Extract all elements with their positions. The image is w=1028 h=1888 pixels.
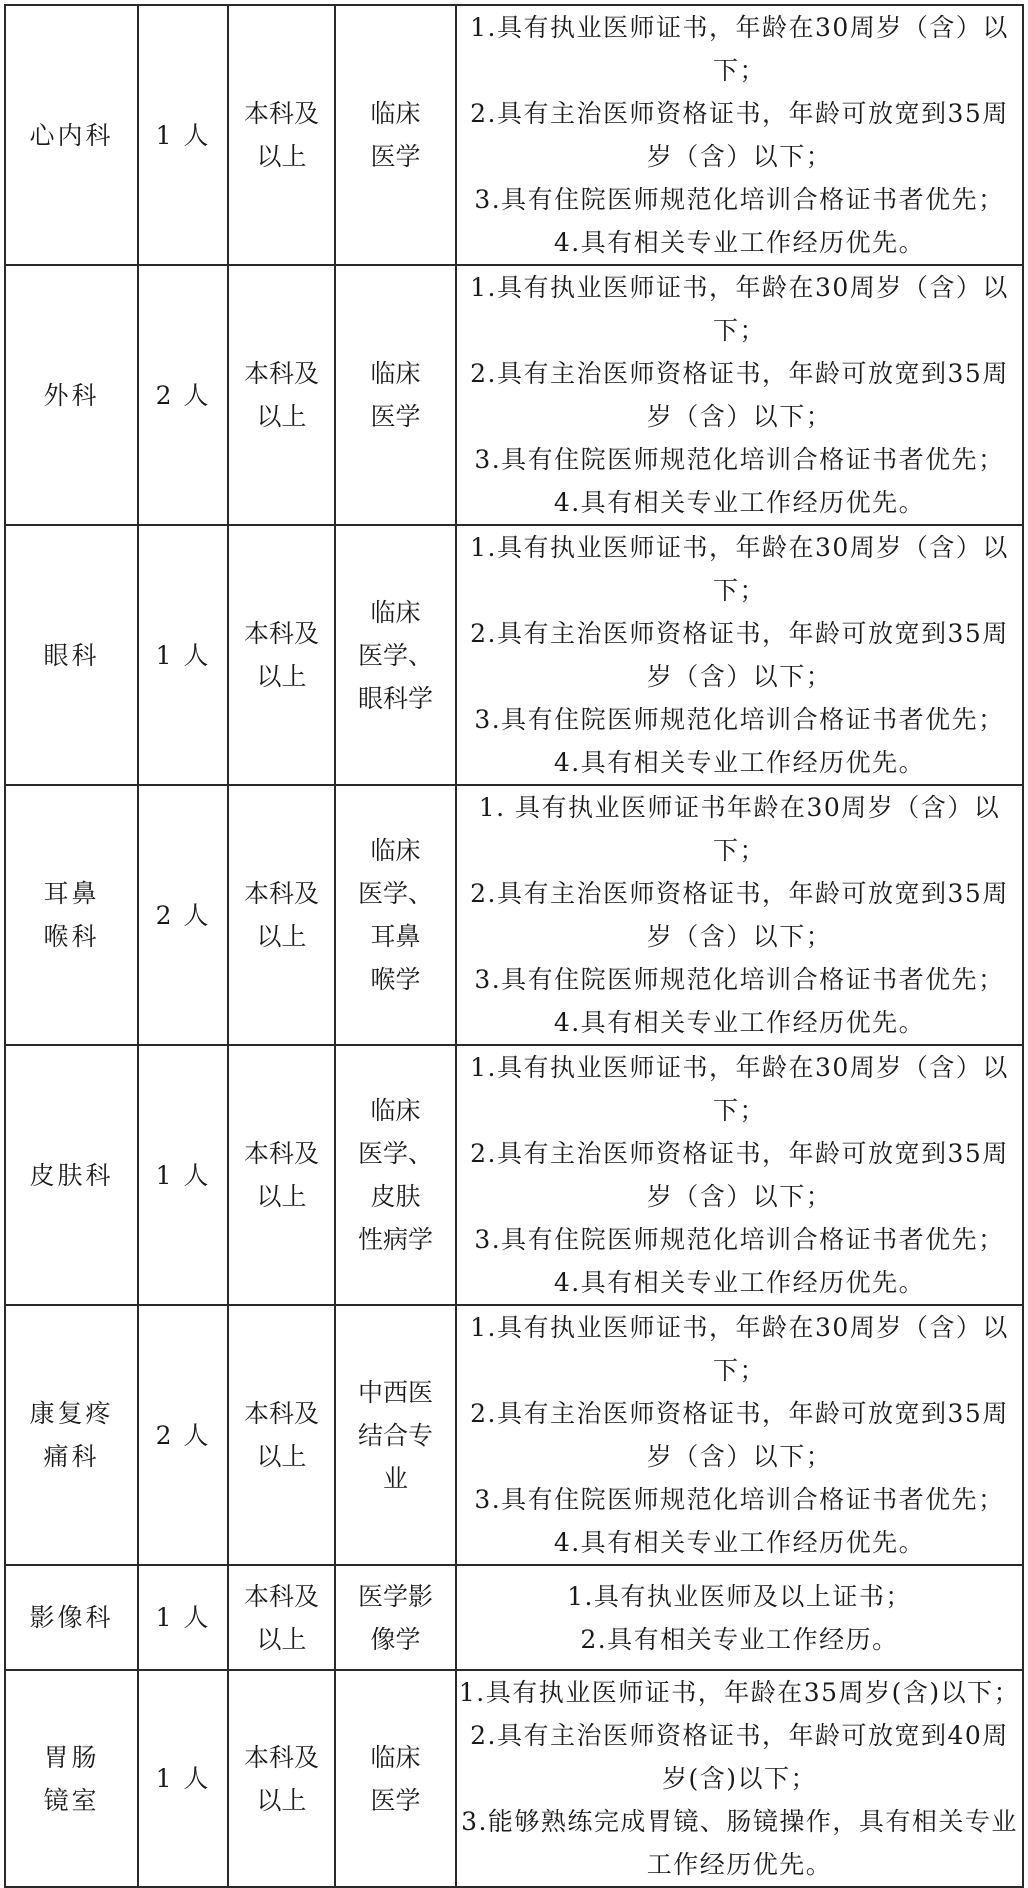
major-cell-line: 中西医 <box>357 1377 433 1407</box>
major-cell-line: 医学 <box>370 142 421 171</box>
department-cell-line: 痛科 <box>43 1442 100 1471</box>
requirements-cell <box>456 265 1023 525</box>
education-cell <box>228 1670 335 1887</box>
headcount-cell: 1 人 <box>138 1045 228 1305</box>
requirement-line: 岁(含)以下； <box>661 1764 817 1793</box>
major-cell-line: 性病学 <box>357 1225 433 1254</box>
table-row <box>5 1045 1023 1305</box>
major-cell-line: 临床 <box>370 99 421 128</box>
department-cell <box>5 265 138 525</box>
major-cell-line: 临床 <box>370 1742 421 1772</box>
requirement-line: 4.具有相关专业工作经历优先。 <box>553 1008 926 1037</box>
requirement-line: 3.具有住院医师规范化培训合格证书者优先； <box>474 705 1005 734</box>
department-cell <box>5 525 138 785</box>
requirement-line: 2.具有主治医师资格证书，年龄可放宽到35周 <box>470 359 1009 388</box>
education-cell-line: 本科及 <box>243 879 319 908</box>
table-row <box>5 1305 1023 1565</box>
department-cell-line: 康复疼 <box>29 1399 114 1428</box>
table-row <box>5 265 1023 525</box>
requirement-line: 下； <box>712 56 766 85</box>
major-cell-line: 医学影 <box>357 1581 433 1611</box>
major-cell <box>335 1305 456 1565</box>
requirement-line: 岁（含）以下； <box>646 1442 833 1471</box>
major-cell-line: 临床 <box>370 836 421 865</box>
major-cell-line: 耳鼻 <box>370 922 421 951</box>
requirement-line: 岁（含）以下； <box>646 402 833 431</box>
department-cell-line: 心内科 <box>29 120 114 150</box>
department-cell-line: 镜室 <box>43 1785 100 1815</box>
requirement-line: 2.具有相关专业工作经历。 <box>580 1624 899 1654</box>
major-cell <box>335 265 456 525</box>
major-cell <box>335 5 456 265</box>
education-cell-line: 以上 <box>256 402 307 431</box>
requirement-line: 3.具有住院医师规范化培训合格证书者优先； <box>474 1225 1005 1254</box>
requirement-line: 2.具有主治医师资格证书，年龄可放宽到40周 <box>470 1721 1009 1750</box>
education-cell-line: 以上 <box>256 142 307 171</box>
department-cell-line: 影像科 <box>29 1603 114 1632</box>
requirement-line: 2.具有主治医师资格证书，年龄可放宽到35周 <box>470 99 1009 128</box>
requirements-cell <box>456 525 1023 785</box>
education-cell <box>228 265 335 525</box>
requirement-line: 3.具有住院医师规范化培训合格证书者优先； <box>474 1485 1005 1514</box>
education-cell-line: 本科及 <box>243 359 319 388</box>
requirements-cell <box>456 1565 1023 1670</box>
requirement-line: 4.具有相关专业工作经历优先。 <box>553 228 926 257</box>
requirement-line: 1. 具有执业医师证书年龄在30周岁（含）以下； <box>478 793 1001 865</box>
major-cell <box>335 1565 456 1670</box>
education-cell-line: 本科及 <box>243 1399 319 1428</box>
table-row <box>5 1565 1023 1670</box>
requirement-line: 下； <box>712 1356 766 1385</box>
education-cell-line: 以上 <box>256 662 307 691</box>
requirement-line: 1.具有执业医师及以上证书； <box>567 1581 912 1611</box>
recruitment-table <box>4 4 1024 1888</box>
department-cell <box>5 1305 138 1565</box>
education-cell-line: 以上 <box>256 1785 307 1815</box>
requirement-line: 下； <box>712 576 766 605</box>
headcount-cell: 1 人 <box>138 5 228 265</box>
major-cell-line: 临床 <box>370 359 421 388</box>
headcount-cell: 1 人 <box>138 1565 228 1670</box>
requirement-line: 2.具有主治医师资格证书，年龄可放宽到35周 <box>470 879 1009 908</box>
headcount-cell: 2 人 <box>138 785 228 1045</box>
department-cell-line: 喉科 <box>43 922 100 951</box>
table-row <box>5 525 1023 785</box>
requirement-line: 4.具有相关专业工作经历优先。 <box>553 1268 926 1297</box>
requirement-line: 3.具有住院医师规范化培训合格证书者优先； <box>474 185 1005 214</box>
major-cell-line: 皮肤 <box>370 1182 421 1211</box>
requirement-line: 4.具有相关专业工作经历优先。 <box>553 488 926 517</box>
major-cell-line: 像学 <box>370 1624 421 1654</box>
major-cell <box>335 1045 456 1305</box>
requirement-line: 下； <box>712 316 766 345</box>
department-cell <box>5 1670 138 1887</box>
requirement-line: 1.具有执业医师证书，年龄在30周岁（含）以 <box>470 13 1009 42</box>
major-cell-line: 医学、 <box>357 640 433 670</box>
department-cell <box>5 785 138 1045</box>
requirement-line: 岁（含）以下； <box>646 1182 833 1211</box>
education-cell-line: 本科及 <box>243 619 319 648</box>
education-cell-line: 本科及 <box>243 99 319 128</box>
requirement-line: 2.具有主治医师资格证书，年龄可放宽到35周 <box>470 1399 1009 1428</box>
requirement-line: 下； <box>712 1096 766 1125</box>
major-cell-line: 医学、 <box>357 1139 433 1168</box>
requirement-line: 2.具有主治医师资格证书，年龄可放宽到35周 <box>470 619 1009 648</box>
headcount-cell: 1 人 <box>138 1670 228 1887</box>
department-cell-line: 眼科 <box>43 640 100 670</box>
education-cell-line: 以上 <box>256 1182 307 1211</box>
requirement-line: 3.能够熟练完成胃镜、肠镜操作，具有相关专业 <box>461 1807 1018 1836</box>
major-cell-line: 医学、 <box>357 879 433 908</box>
education-cell <box>228 525 335 785</box>
headcount-cell: 2 人 <box>138 1305 228 1565</box>
requirement-line: 1.具有执业医师证书，年龄在30周岁（含）以 <box>470 1313 1009 1342</box>
education-cell <box>228 5 335 265</box>
requirement-line: 岁（含）以下； <box>646 922 833 951</box>
requirements-cell <box>456 5 1023 265</box>
education-cell-line: 本科及 <box>243 1581 319 1611</box>
major-cell-line: 临床 <box>370 597 421 627</box>
requirements-cell <box>456 785 1023 1045</box>
requirement-line: 1.具有执业医师证书，年龄在30周岁（含）以 <box>470 1053 1009 1082</box>
department-cell <box>5 1565 138 1670</box>
recruitment-table-body <box>5 5 1023 1887</box>
education-cell-line: 本科及 <box>243 1742 319 1772</box>
department-cell-line: 胃肠 <box>43 1742 100 1772</box>
major-cell-line: 临床 <box>370 1096 421 1125</box>
major-cell-line: 医学 <box>370 1785 421 1815</box>
requirements-cell <box>456 1305 1023 1565</box>
requirement-line: 岁（含）以下； <box>646 142 833 171</box>
education-cell <box>228 1565 335 1670</box>
department-cell-line: 外科 <box>43 380 100 410</box>
requirement-line: 4.具有相关专业工作经历优先。 <box>553 1528 926 1557</box>
education-cell <box>228 1305 335 1565</box>
requirement-line: 1.具有执业医师证书，年龄在30周岁（含）以 <box>470 273 1009 302</box>
table-row <box>5 1670 1023 1887</box>
major-cell-line: 业 <box>382 1463 408 1493</box>
major-cell-line: 结合专 <box>357 1420 433 1450</box>
requirements-cell <box>456 1670 1023 1887</box>
department-cell-line: 耳鼻 <box>43 879 100 908</box>
education-cell-line: 以上 <box>256 1442 307 1471</box>
education-cell-line: 以上 <box>256 922 307 951</box>
education-cell-line: 本科及 <box>243 1139 319 1168</box>
department-cell-line: 皮肤科 <box>29 1160 114 1190</box>
requirement-line: 1.具有执业医师证书，年龄在35周岁(含)以下； <box>458 1678 1021 1707</box>
major-cell <box>335 785 456 1045</box>
requirements-cell <box>456 1045 1023 1305</box>
major-cell <box>335 525 456 785</box>
requirement-line: 3.具有住院医师规范化培训合格证书者优先； <box>474 965 1005 994</box>
education-cell <box>228 785 335 1045</box>
table-row <box>5 5 1023 265</box>
headcount-cell: 2 人 <box>138 265 228 525</box>
requirement-line: 2.具有主治医师资格证书，年龄可放宽到35周 <box>470 1139 1009 1168</box>
education-cell-line: 以上 <box>256 1624 307 1654</box>
table-row <box>5 785 1023 1045</box>
major-cell-line: 医学 <box>370 402 421 431</box>
education-cell <box>228 1045 335 1305</box>
requirement-line: 岁（含）以下； <box>646 662 833 691</box>
requirement-line: 3.具有住院医师规范化培训合格证书者优先； <box>474 445 1005 474</box>
requirement-line: 工作经历优先。 <box>646 1850 833 1879</box>
major-cell-line: 喉学 <box>370 965 421 994</box>
department-cell <box>5 1045 138 1305</box>
major-cell <box>335 1670 456 1887</box>
requirement-line: 1.具有执业医师证书，年龄在30周岁（含）以 <box>470 533 1009 562</box>
department-cell <box>5 5 138 265</box>
major-cell-line: 眼科学 <box>357 683 433 713</box>
headcount-cell: 1 人 <box>138 525 228 785</box>
requirement-line: 4.具有相关专业工作经历优先。 <box>553 748 926 777</box>
